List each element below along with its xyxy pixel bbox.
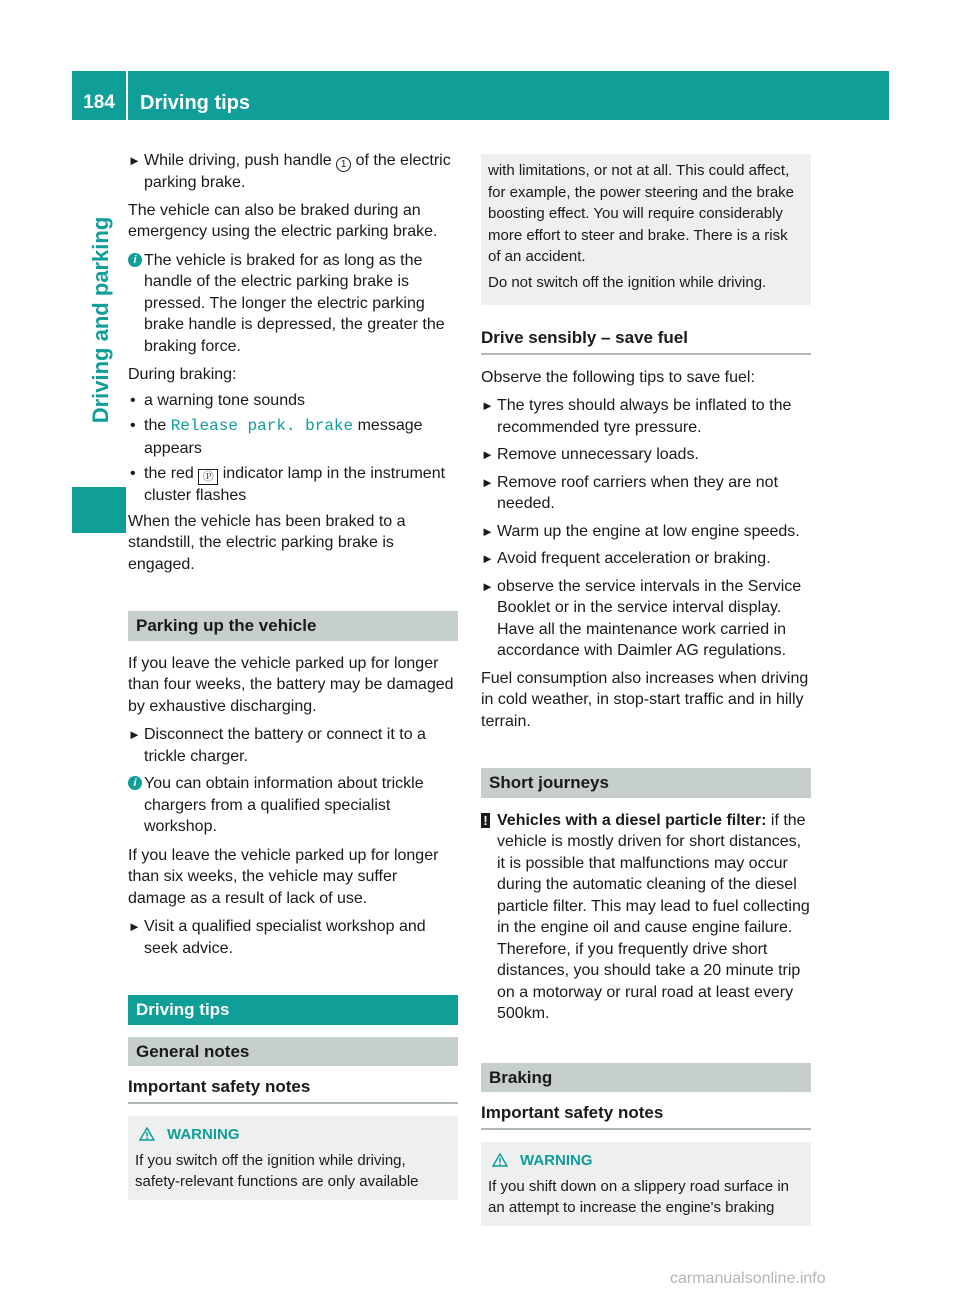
warning-box — [481, 1142, 811, 1226]
section-heading: Braking — [481, 1063, 811, 1093]
list-item: • a warning tone sounds — [130, 391, 305, 409]
warning-text: If you switch off the ignition while driving, safety-relevant functions are only available — [135, 1151, 419, 1190]
info-icon: i — [128, 253, 142, 267]
instruction-step: ► The tyres should always be inflated to the recommended tyre pressure. — [481, 397, 792, 436]
notice-note: ! Vehicles with a diesel particle filter: if the vehicle is mostly driven for short distances, it is possible that malfunctions may occur during the automatic cleaning of the diesel particle filter. This may lead to fuel collecting in the engine oil and cause engine failure. Therefore, if you frequently drive short distances, you should take a 20 minute trip on a motorway or rural road at least every 500km. — [481, 810, 811, 1025]
warning-title: WARNING — [488, 1150, 804, 1171]
section-heading: General notes — [128, 1037, 458, 1067]
section-heading: Drive sensibly – save fuel — [481, 327, 811, 355]
info-icon: i — [128, 776, 142, 790]
side-tab — [85, 170, 117, 470]
right-column — [481, 150, 811, 1226]
instruction-step: ► Warm up the engine at low engine speeds. — [481, 521, 811, 543]
warning-box-continued — [481, 154, 811, 305]
warning-text: If you shift down on a slippery road surface in an attempt to increase the engine's braking — [488, 1177, 789, 1216]
page-number: 184 — [83, 92, 115, 113]
step-arrow-icon: ► — [481, 447, 494, 462]
paragraph: Observe the following tips to save fuel: — [481, 368, 755, 386]
instruction-step: ► observe the service intervals in the Service Booklet or in the service interval display. Have all the maintenance work carried in accordance with Daimler AG regulations. — [481, 577, 802, 659]
info-note: i You can obtain information about trickle chargers from a qualified specialist workshop. — [128, 773, 458, 838]
step-arrow-icon: ► — [128, 727, 141, 742]
paragraph: When the vehicle has been braked to a standstill, the electric parking brake is engaged. — [128, 512, 406, 573]
warning-triangle-icon — [492, 1153, 508, 1167]
subsection-heading: Important safety notes — [128, 1076, 458, 1104]
instruction-step: ► Avoid frequent acceleration or braking. — [481, 548, 811, 570]
exclamation-icon: ! — [481, 813, 490, 828]
info-note: i The vehicle is braked for as long as the handle of the electric parking brake is pressed. The longer the electric parking brake handle is depressed, the greater the braking force. — [128, 250, 458, 358]
instruction-step: ► Remove unnecessary loads. — [481, 444, 811, 466]
step-arrow-icon: ► — [128, 153, 141, 168]
warning-box — [128, 1116, 458, 1200]
section-heading: Parking up the vehicle — [128, 611, 458, 641]
instruction-step: ► While driving, push handle 1 of the electric parking brake. — [128, 152, 451, 191]
step-arrow-icon: ► — [481, 523, 494, 539]
parking-brake-lamp-icon: Ⓟ — [198, 469, 218, 485]
instruction-step: ► Disconnect the battery or connect it to a trickle charger. — [128, 726, 426, 765]
step-arrow-icon: ► — [481, 398, 494, 413]
page-title: Driving tips — [140, 92, 251, 114]
warning-title: WARNING — [135, 1124, 451, 1145]
paragraph: If you leave the vehicle parked up for longer than six weeks, the vehicle may suffer damage as a result of lack of use. — [128, 846, 439, 907]
watermark: carmanualsonline.info — [670, 1270, 826, 1287]
display-message: Release park. brake — [170, 417, 354, 435]
warning-text: Do not switch off the ignition while driving. — [488, 273, 767, 291]
instruction-step: ► Remove roof carriers when they are not needed. — [481, 473, 779, 512]
subsection-heading: Important safety notes — [481, 1102, 811, 1130]
side-tab-marker — [72, 487, 126, 533]
step-arrow-icon: ► — [128, 919, 141, 934]
header-separator — [126, 71, 128, 120]
instruction-step: ► Visit a qualified specialist workshop and seek advice. — [128, 918, 426, 957]
paragraph: If you leave the vehicle parked up for longer than four weeks, the battery may be damaged by exhaustive discharging. — [128, 654, 454, 715]
chapter-heading: Driving tips — [128, 995, 458, 1025]
step-arrow-icon: ► — [481, 551, 494, 566]
handle-marker-icon: 1 — [336, 157, 351, 172]
paragraph: During braking: — [128, 366, 237, 383]
step-arrow-icon: ► — [481, 474, 494, 490]
warning-triangle-icon — [139, 1127, 155, 1141]
left-column — [128, 150, 458, 1200]
paragraph: The vehicle can also be braked during an emergency using the electric parking brake. — [128, 201, 438, 240]
list-item: • the red Ⓟ indicator lamp in the instrument cluster flashes — [130, 465, 446, 504]
paragraph: Fuel consumption also increases when driving in cold weather, in stop-start traffic and in hilly terrain. — [481, 669, 809, 730]
side-tab-label: Driving and parking — [88, 216, 113, 424]
warning-text: with limitations, or not at all. This could affect, for example, the power steering and the brake boosting effect. You will require considerably more effort to steer and brake. There is a risk of an accident. — [488, 162, 795, 265]
step-arrow-icon: ► — [481, 578, 494, 594]
list-item: • the Release park. brake message appears — [130, 417, 423, 457]
section-heading: Short journeys — [481, 768, 811, 798]
